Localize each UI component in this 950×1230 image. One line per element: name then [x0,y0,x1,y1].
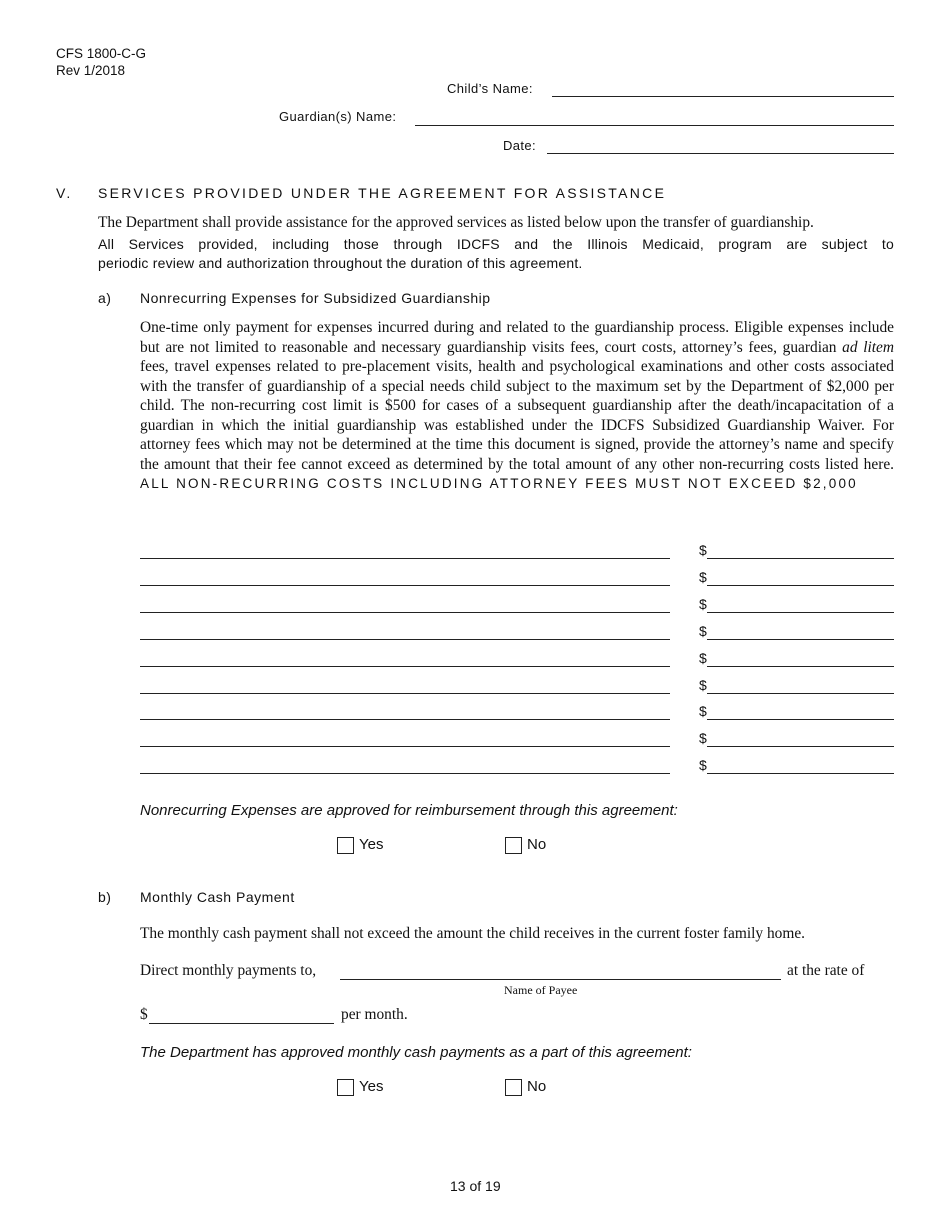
monthly-amount-field[interactable] [149,1023,334,1024]
part-a-body [140,318,894,494]
expense-description-field[interactable] [140,558,670,559]
dollar-sign: $ [699,596,707,612]
expense-amount-field[interactable] [707,558,894,559]
expense-amount-field[interactable] [707,693,894,694]
expense-description-field[interactable] [140,693,670,694]
per-month-label: per month. [341,1006,408,1023]
part-a-letter: a) [98,290,112,306]
expense-description-field[interactable] [140,773,670,774]
expense-description-field[interactable] [140,719,670,720]
part-b-yes-label: Yes [359,1078,384,1095]
dollar-sign: $ [699,703,707,719]
form-code: CFS 1800-C-G [56,46,147,61]
part-a-yes-label: Yes [359,836,384,853]
part-a-title: Nonrecurring Expenses for Subsidized Guardianship [140,290,491,306]
part-b-letter: b) [98,889,112,905]
part-b-approval-text: The Department has approved monthly cash payments as a part of this agreement: [140,1044,692,1061]
part-a-no-label: No [527,836,547,853]
part-b-no-checkbox[interactable] [505,1079,522,1096]
expense-description-field[interactable] [140,639,670,640]
payee-caption: Name of Payee [504,983,578,997]
childs-name-label: Child’s Name: [447,81,533,96]
expense-description-field[interactable] [140,585,670,586]
dollar-sign: $ [699,623,707,639]
dollar-sign: $ [699,650,707,666]
expense-description-field[interactable] [140,612,670,613]
part-b-limit-text: The monthly cash payment shall not exceed the amount the child receives in the current foster family home. [140,925,805,942]
section-intro-line2: All Services provided, including those through IDCFS and the Illinois Medicaid, program are subject to [98,236,894,252]
part-a-body-text: One-time only payment for expenses incurred during and related to the guardianship process. Eligible expenses include but are not limited to reasonable and necessary guardianship visits fees, court costs, attorney’s fees, guardian [140,319,894,356]
expense-amount-field[interactable] [707,612,894,613]
rate-label: at the rate of [787,962,865,979]
expense-description-field[interactable] [140,746,670,747]
section-title: SERVICES PROVIDED UNDER THE AGREEMENT FOR ASSISTANCE [98,185,667,201]
section-number: V. [56,185,73,201]
monthly-dollar-sign: $ [140,1006,148,1023]
expense-amount-field[interactable] [707,746,894,747]
expense-amount-field[interactable] [707,719,894,720]
section-intro-line3: periodic review and authorization throughout the duration of this agreement. [98,255,583,271]
part-a-yes-checkbox[interactable] [337,837,354,854]
part-b-no-label: No [527,1078,547,1095]
dollar-sign: $ [699,542,707,558]
expense-amount-field[interactable] [707,666,894,667]
expense-description-field[interactable] [140,666,670,667]
part-a-limit-notice: ALL NON-RECURRING COSTS INCLUDING ATTORNEY FEES MUST NOT EXCEED $2,000 [140,476,858,491]
date-label: Date: [503,138,537,153]
part-a-body-italic: ad litem [842,338,894,356]
form-revision: Rev 1/2018 [56,63,126,78]
payee-name-field[interactable] [340,979,781,980]
part-b-yes-checkbox[interactable] [337,1079,354,1096]
dollar-sign: $ [699,677,707,693]
page-number: 13 of 19 [450,1178,501,1194]
dollar-sign: $ [699,569,707,585]
part-a-no-checkbox[interactable] [505,837,522,854]
part-a-body-text-cont: fees, travel expenses related to pre-placement visits, health and psychological examinations and other costs associated with the transfer of guardianship of a special needs child subject to the maximum set by the Department of $2,000 per child. The non-recurring cost limit is $500 for cases of a subsequent guardianship after the death/incapacitation of a guardian in which the initial guardianship was established under the IDCFS Subsidized Guardianship Waiver. For attorney fees which may not be determined at the time this document is signed, provide the attorney’s name and specify the amount that their fee cannot exceed as determined by the total amount of any other non-recurring costs listed here. [140,358,894,473]
expense-amount-field[interactable] [707,585,894,586]
guardians-name-field[interactable] [415,125,894,126]
guardians-name-label: Guardian(s) Name: [279,109,397,124]
expense-amount-field[interactable] [707,773,894,774]
childs-name-field[interactable] [552,96,894,97]
dollar-sign: $ [699,757,707,773]
part-b-title: Monthly Cash Payment [140,889,295,905]
dollar-sign: $ [699,730,707,746]
expense-amount-field[interactable] [707,639,894,640]
section-intro-line1: The Department shall provide assistance for the approved services as listed below upon the transfer of guardianship. [98,214,814,231]
date-field[interactable] [547,153,894,154]
part-a-approval-text: Nonrecurring Expenses are approved for reimbursement through this agreement: [140,802,678,819]
direct-payments-label: Direct monthly payments to, [140,962,317,979]
